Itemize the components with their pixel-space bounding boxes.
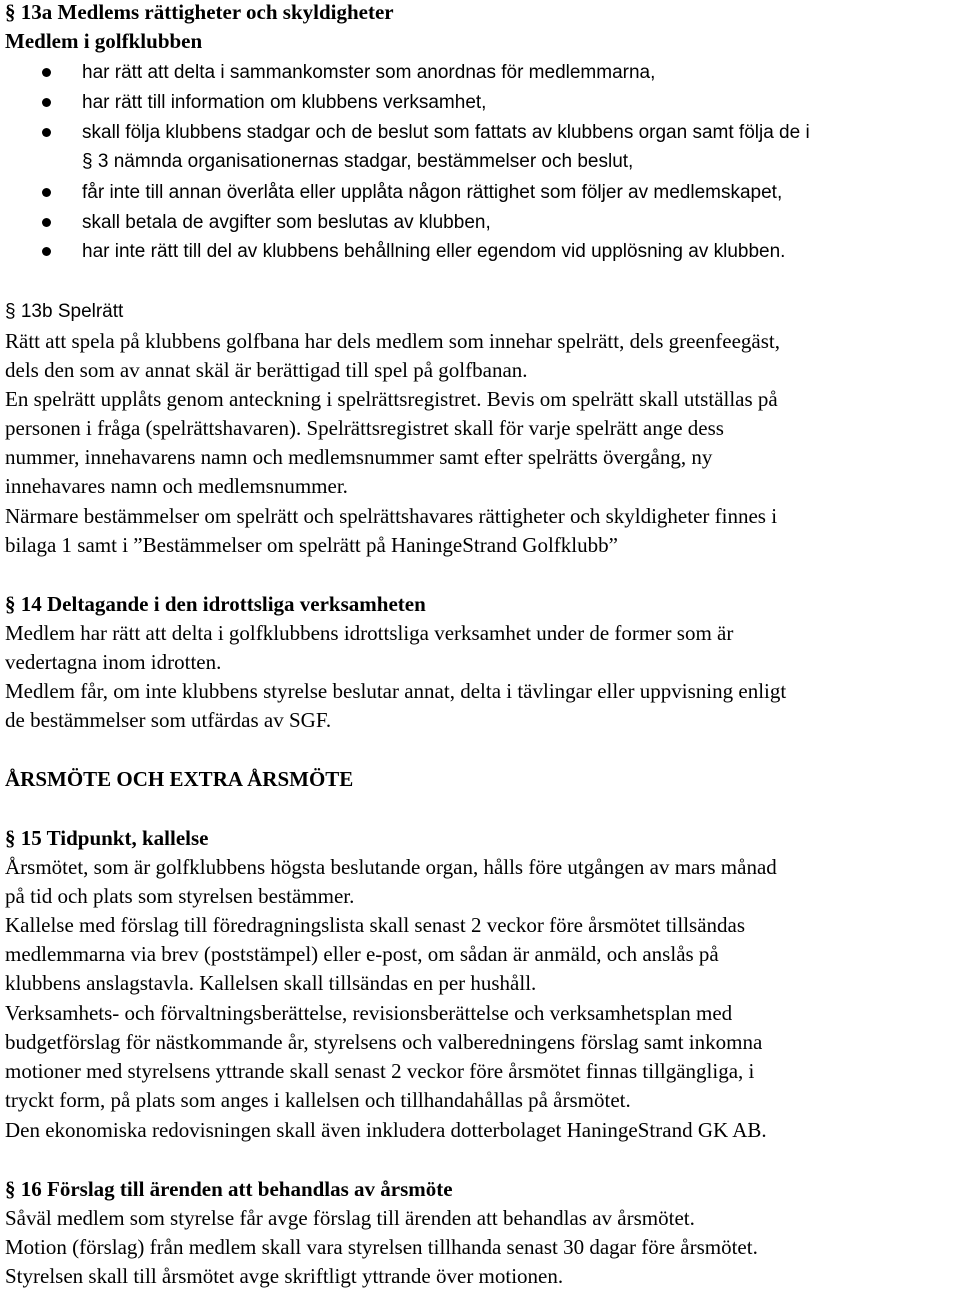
paragraph-line: bilaga 1 samt i ”Bestämmelser om spelrätt på HaningeStrand Golfklubb” <box>5 533 618 557</box>
bullet-icon <box>42 128 51 137</box>
bullet-icon <box>42 247 51 256</box>
list-item: har rätt till information om klubbens verksamhet, <box>82 92 487 113</box>
paragraph-line: Verksamhets- och förvaltningsberättelse, revisionsberättelse och verksamhetsplan med <box>5 1001 733 1025</box>
list-item: skall följa klubbens stadgar och de beslut som fattats av klubbens organ samt följa de i <box>82 122 810 143</box>
paragraph-line: Kallelse med förslag till föredragningslista skall senast 2 veckor före årsmötet tillsändas <box>5 913 746 937</box>
paragraph-line: på tid och plats som styrelsen bestämmer. <box>5 884 355 908</box>
list-item: har rätt att delta i sammankomster som anordnas för medlemmarna, <box>82 62 656 83</box>
paragraph-line: dels den som av annat skäl är berättigad till spel på golfbanan. <box>5 358 528 382</box>
chapter-heading: ÅRSMÖTE OCH EXTRA ÅRSMÖTE <box>5 767 354 791</box>
paragraph-line: personen i fråga (spelrättshavaren). Spelrättsregistret skall för varje spelrätt ange dess <box>5 416 724 440</box>
section-13a-heading: § 13a Medlems rättigheter och skyldigheter <box>5 0 394 24</box>
bullet-icon <box>42 218 51 227</box>
paragraph-line: innehavares namn och medlemsnummer. <box>5 474 348 498</box>
paragraph-line: medlemmarna via brev (poststämpel) eller e-post, om sådan är anmäld, och anslås på <box>5 942 719 966</box>
paragraph-line: tryckt form, på plats som anges i kallelsen och tillhandahållas på årsmötet. <box>5 1088 631 1112</box>
section-13b-heading: § 13b Spelrätt <box>5 301 124 322</box>
section-16-heading: § 16 Förslag till ärenden att behandlas av årsmöte <box>5 1177 453 1201</box>
paragraph-line: nummer, innehavarens namn och medlemsnummer samt efter spelrätts övergång, ny <box>5 445 713 469</box>
list-item: får inte till annan överlåta eller upplåta någon rättighet som följer av medlemskapet, <box>82 182 783 203</box>
paragraph-line: Närmare bestämmelser om spelrätt och spelrättshavares rättigheter och skyldigheter finnes i <box>5 504 778 528</box>
bullet-icon <box>42 68 51 77</box>
section-15-heading: § 15 Tidpunkt, kallelse <box>5 826 209 850</box>
paragraph-line: budgetförslag för nästkommande år, styrelsens och valberedningens förslag samt inkomna <box>5 1030 763 1054</box>
paragraph-line: de bestämmelser som utfärdas av SGF. <box>5 708 332 732</box>
section-14-heading: § 14 Deltagande i den idrottsliga verksamheten <box>5 592 426 616</box>
paragraph-line: motioner med styrelsens yttrande skall senast 2 veckor före årsmötet finnas tillgängliga, i <box>5 1059 755 1083</box>
paragraph-line: Styrelsen skall till årsmötet avge skriftligt yttrande över motionen. <box>5 1264 564 1288</box>
list-item-continuation: § 3 nämnda organisationernas stadgar, bestämmelser och beslut, <box>82 151 634 172</box>
list-item: har inte rätt till del av klubbens behållning eller egendom vid upplösning av klubben. <box>82 241 786 262</box>
paragraph-line: En spelrätt upplåts genom anteckning i spelrättsregistret. Bevis om spelrätt skall utställas på <box>5 387 778 411</box>
paragraph-line: klubbens anslagstavla. Kallelsen skall tillsändas en per hushåll. <box>5 971 537 995</box>
paragraph-line: Såväl medlem som styrelse får avge förslag till ärenden att behandlas av årsmötet. <box>5 1206 695 1230</box>
section-13a-intro: Medlem i golfklubben <box>5 29 203 53</box>
paragraph-line: Medlem får, om inte klubbens styrelse beslutar annat, delta i tävlingar eller uppvisning enligt <box>5 679 787 703</box>
bullet-icon <box>42 98 51 107</box>
paragraph-line: Motion (förslag) från medlem skall vara styrelsen tillhanda senast 30 dagar före årsmötet. <box>5 1235 758 1259</box>
paragraph-line: Den ekonomiska redovisningen skall även inkludera dotterbolaget HaningeStrand GK AB. <box>5 1118 767 1142</box>
list-item: skall betala de avgifter som beslutas av klubben, <box>82 212 491 233</box>
paragraph-line: Årsmötet, som är golfklubbens högsta beslutande organ, hålls före utgången av mars månad <box>5 855 777 879</box>
paragraph-line: Rätt att spela på klubbens golfbana har dels medlem som innehar spelrätt, dels greenfeegäst, <box>5 329 781 353</box>
bullet-icon <box>42 188 51 197</box>
paragraph-line: Medlem har rätt att delta i golfklubbens idrottsliga verksamhet under de former som är <box>5 621 734 645</box>
paragraph-line: vedertagna inom idrotten. <box>5 650 222 674</box>
